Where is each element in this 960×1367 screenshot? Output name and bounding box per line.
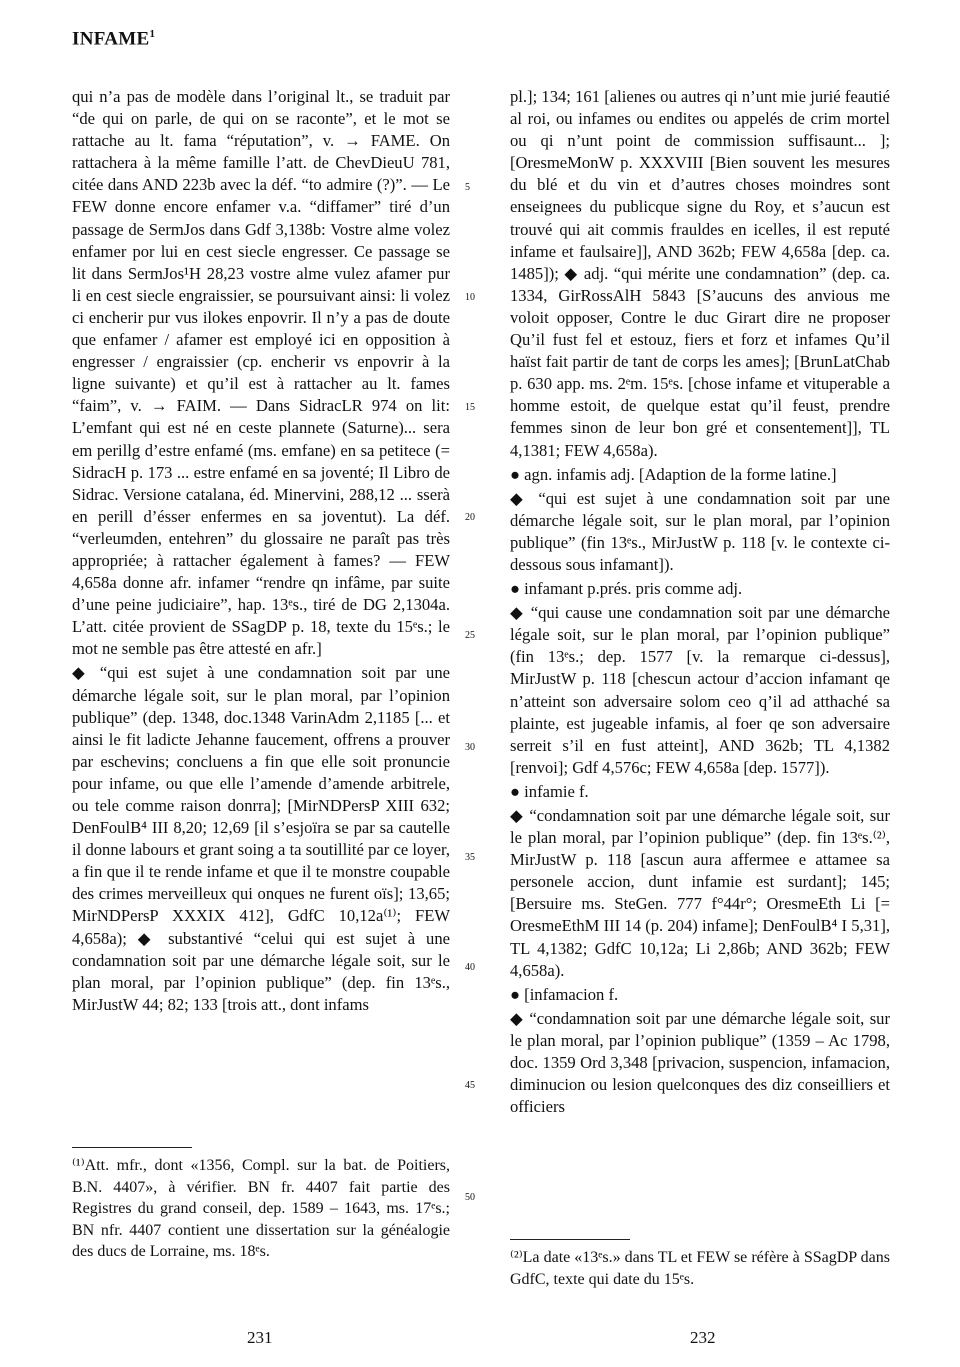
footnote-rule bbox=[72, 1147, 192, 1148]
paragraph: ● infamie f. bbox=[510, 781, 589, 801]
line-number: 10 bbox=[465, 292, 475, 303]
right-column bbox=[510, 86, 890, 1118]
line-number: 40 bbox=[465, 962, 475, 973]
paragraph: ◆ “qui est sujet à une condamnation soit par une démarche légale soit, sur le plan moral, par l’opinion publique” (fin 13ᵉs., MirJustW p. 118 [v. le contexte ci-dessous sous infamant]). bbox=[510, 488, 890, 574]
paragraph: ● agn. infamis adj. [Adaption de la forme latine.] bbox=[510, 464, 837, 484]
paragraph: pl.]; 134; 161 [alienes ou autres qi n’unt mie jurié feautié al roi, ou infames ou endites ou appelés de crim mortel ou qi n’unt point de commission suffisaunt... ]; [OresmeMonW p. XXXVIII [Bien souvent les mesures du blé et du vin et d’autres choses moindres sont enseignees du publicque signe du Roy, et s’aucun est trouvé qui ait commis frauldes en icelles, il est reputé infame et faulsaire]], AND 362b; FEW 4,658a [dep. ca. 1485]); ◆ adj. “qui mérite une condamnation” (dep. ca. 1334, GirRossAlH 5843 [S’aucuns des anvious me voloit opposer, Contre le duc Girart dire ne proposer Qu’il fust fel et estouz, fiers et forz et infames Qu’il haïst fait partir de tant de corps les ames]; [BrunLatChab p. 630 app. ms. 2ᵉm. 15ᵉs. [chose infame et vituperable a homme estoit, de quelque estat qu’il feust, prendre femmes sinon de leur bon gré et consentement]], TL 4,1381; FEW 4,658a). bbox=[510, 87, 890, 460]
paragraph: ◆ “condamnation soit par une démarche légale soit, sur le plan moral, par l’opinion publique” (1359 – Ac 1798, doc. 1359 Ord 3,348 [privacion, suspencion, infamacion, diminucion ou lesion quelconques des diz conseilliers et officiers bbox=[510, 1008, 890, 1117]
line-number: 15 bbox=[465, 402, 475, 413]
footnote-rule bbox=[510, 1239, 630, 1240]
line-number: 45 bbox=[465, 1080, 475, 1091]
page-number-left: 231 bbox=[247, 1328, 273, 1347]
left-column bbox=[72, 86, 450, 1016]
paragraph: ◆ “condamnation soit par une démarche légale soit, sur le plan moral, par l’opinion publique” (dep. fin 13ᵉs.⁽²⁾, MirJustW p. 118 [ascun aura affermee e attamee sa personele accion, dunt infamie est surdant]; 145; [Bersuire ms. SteGen. 777 f°44r°; OresmeEth Li [= OresmeEthM III 14 (p. 204) infame]; DenFoulB⁴ I 5,31], TL 4,1382; GdfC 10,12a; Li 2,86b; AND 362b; FEW 4,658a). bbox=[510, 806, 890, 980]
footnote-left: ⁽¹⁾Att. mfr., dont «1356, Compl. sur la bat. de Poitiers, B.N. 4407», à vérifier. BN fr. 4407 fait partie des Registres du grand conseil, dep. 1589 – 1643, ms. 17ᵉs.; BN nfr. 4407 contient une dissertation sur la généalogie des ducs de Lorraine, ms. 18ᵉs. bbox=[72, 1157, 450, 1260]
entry-headword: INFAME$^1$ bbox=[72, 28, 156, 50]
footnote-right: ⁽²⁾La date «13ᵉs.» dans TL et FEW se réfère à SSagDP dans GdfC, texte qui date du 15ᵉs. bbox=[510, 1249, 890, 1288]
headword-superscript: 1 bbox=[149, 28, 156, 40]
paragraph: ◆ “qui cause une condamnation soit par une démarche légale soit, sur le plan moral, par l’opinion publique” (fin 13ᵉs.; dep. 1577 [v. la remarque ci-dessus], MirJustW p. 118 [chescun actour d’accion infamant qe n’atteint son adversaire solom ceo q’il ad atthaché sa plainte, est jugeable infamis, al foer qe son adversaire serreit s’il en fust atteint], AND 362b; TL 4,1382 [renvoi]; Gdf 4,576c; FEW 4,658a [dep. 1577]). bbox=[510, 603, 890, 777]
line-number: 25 bbox=[465, 630, 475, 641]
paragraph: ● [infamacion f. bbox=[510, 984, 619, 1004]
page-number-right: 232 bbox=[690, 1328, 716, 1347]
line-number: 20 bbox=[465, 512, 475, 523]
line-number: 30 bbox=[465, 742, 475, 753]
line-number: 5 bbox=[465, 182, 470, 193]
paragraph: ● infamant p.prés. pris comme adj. bbox=[510, 579, 743, 599]
line-number: 50 bbox=[465, 1192, 475, 1203]
line-number: 35 bbox=[465, 852, 475, 863]
paragraph: ◆ “qui est sujet à une condamnation soit par une démarche légale soit, sur le plan moral, par l’opinion publique” (dep. 1348, doc.1348 VarinAdm 2,1185 [... et ainsi le fit ladicte Jehanne faucement, offrens a prouver par eschevins; concluens a fin que elle soit pronuncie pour infame, ou que elle l’amende d’amende arbitrele, ou tele comme raison donrra]; [MirNDPersP XIII 632; DenFoulB⁴ III 8,20; 12,69 [il s’esjoïra se par sa cautelle il donne labours et grant soing a ta soutillité par ce loyer, a fin que il te rende infame et que il te monstre coupable des crimes merveilleux qui onques ne furent oïs]; 13,65; MirNDPersP XXXIX 412], GdfC 10,12a⁽¹⁾; FEW 4,658a); ◆ substantivé “celui qui est sujet à une condamnation soit par une démarche légale soit, sur le plan moral, par l’opinion publique” (dep. fin 13ᵉs., MirJustW 44; 82; 133 [trois att., dont infams bbox=[72, 663, 450, 1014]
paragraph: qui n’a pas de modèle dans l’original lt., se traduit par “de qui on parle, de qui on se raconte”, et le mot se rattache au lt. fama “réputation”, v. → FAME. On rattachera à la même famille l’att. de ChevDieuU 781, citée dans AND 223b avec la déf. “to admire (?)”. — Le FEW donne encore enfamer v.a. “diffamer” tiré d’un passage de SermJos dans Gdf 3,138b: Vostre alme volez enfamer por lui en cest siecle engresser. Ce passage se lit dans SermJos¹H 28,23 vostre alme vulez afamer pur li en cest siecle engraissier, se poursuivant ainsi: li volez ci encherir pur vus ilokes enpovrir. Il n’y a pas de doute que enfamer / afamer est employé ici en opposition à engresser / engraissier (cp. encherir vs enpovrir à la ligne suivante) et qu’il est à rattacher au lt. fames “faim”, v. → FAIM. — Dans SidracLR 974 on lit: L’emfant qui est né en ceste plannete (Saturne)... sera em perillg d’estre enfamé (ms. emfane) en sa petitece (= SidracH p. 173 ... estre enfamé en sa joventé; Il Libro de Sidrac. Versione catalana, éd. Minervini, 288,12 ... sserà en perill d’ésser enfermes en sa joventut). La déf. “verleumden, entehren” du glossaire ne paraît pas très appropriée; à rattacher également à fames? — FEW 4,658a donne afr. infamer “rendre qn infâme, par suite d’une peine judiciaire”, hap. 13ᵉs., tiré de DG 2,1304a. L’att. citée provient de SSagDP p. 18, texte du 15ᵉs.; le mot ne semble pas être attesté en afr.] bbox=[72, 87, 450, 659]
